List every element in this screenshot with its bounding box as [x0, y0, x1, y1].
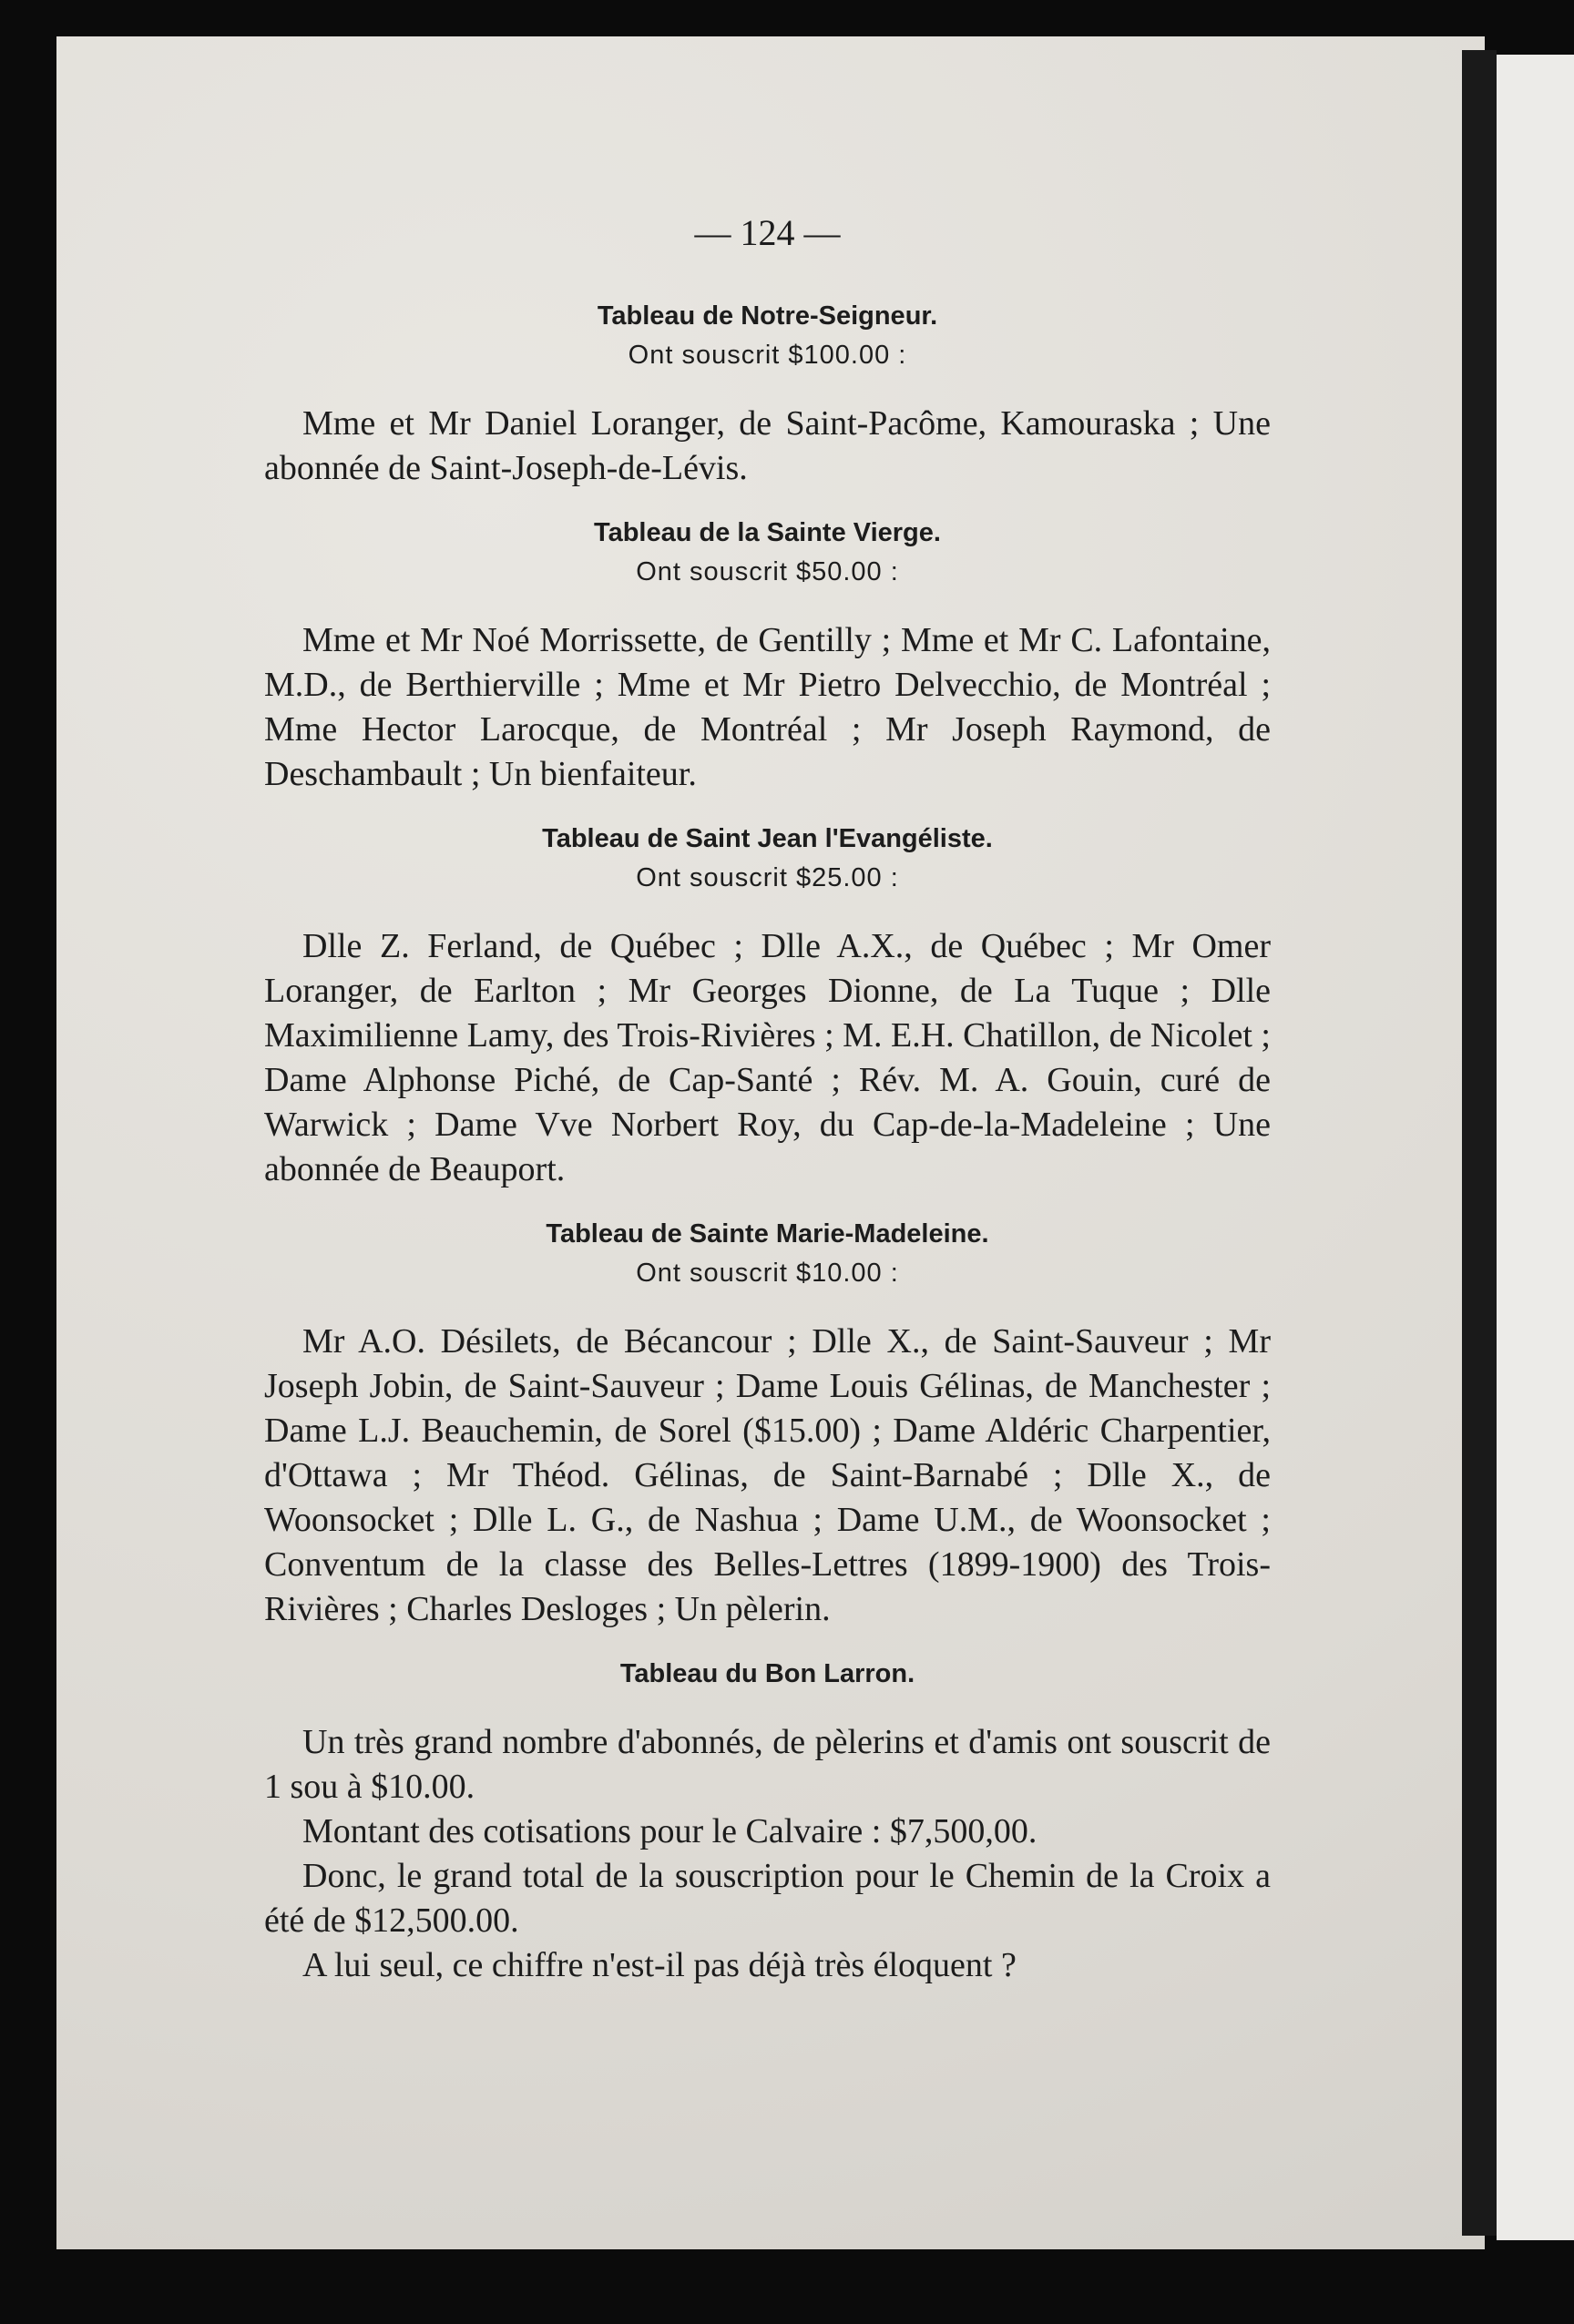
section-title: Tableau de Saint Jean l'Evangéliste.: [542, 824, 993, 853]
section-sainte-vierge: [264, 518, 1271, 797]
paragraph: A lui seul, ce chiffre n'est-il pas déjà très éloquent ?: [302, 1946, 1017, 1984]
section-bon-larron: [264, 1659, 1271, 1988]
section-names: Mme et Mr Daniel Loranger, de Saint-Pacôme, Kamouraska ; Une abonnée de Saint-Joseph-de-Lévis.: [264, 404, 1271, 487]
section-names: Mr A.O. Désilets, de Bécancour ; Dlle X., de Saint-Sauveur ; Mr Joseph Jobin, de Saint-Sauveur ; Dame Louis Gélinas, de Manchester ; Dame L.J. Beauchemin, de Sorel ($15.00) ; Dame Aldéric Charpentier, d'Ottawa ; Mr Théod. Gélinas, de Saint-Barnabé ; Dlle X., de Woonsocket ; Dlle L. G., de Nashua ; Dame U.M., de Woonsocket ; Conventum de la classe des Belles-Lettres (1899-1900) des Trois-Rivières ; Charles Desloges ; Un pèlerin.: [264, 1322, 1271, 1628]
facing-page-edge: [1497, 55, 1574, 2240]
section-amount: Ont souscrit $50.00 :: [636, 557, 899, 586]
paragraph: Donc, le grand total de la souscription pour le Chemin de la Croix a été de $12,500.00.: [264, 1857, 1271, 1940]
section-title: Tableau du Bon Larron.: [619, 1659, 915, 1688]
section-saint-jean: [264, 824, 1271, 1192]
page-content: [264, 211, 1271, 1988]
section-marie-madeleine: [264, 1219, 1271, 1632]
section-notre-seigneur: [264, 301, 1271, 491]
section-names: Mme et Mr Noé Morrissette, de Gentilly ; Mme et Mr C. Lafontaine, M.D., de Berthierville ; Mme et Mr Pietro Delvecchio, de Montréal ; Mme Hector Larocque, de Montréal ; Mr Joseph Raymond, de Deschambault ; Un bienfaiteur.: [264, 621, 1271, 793]
section-title: Tableau de Notre-Seigneur.: [597, 301, 938, 331]
section-title: Tableau de Sainte Marie-Madeleine.: [546, 1219, 989, 1249]
section-title: Tableau de la Sainte Vierge.: [594, 518, 941, 547]
section-amount: Ont souscrit $25.00 :: [636, 863, 899, 892]
paragraph: Un très grand nombre d'abonnés, de pèlerins et d'amis ont souscrit de 1 sou à $10.00.: [264, 1723, 1271, 1806]
section-names: Dlle Z. Ferland, de Québec ; Dlle A.X., de Québec ; Mr Omer Loranger, de Earlton ; Mr Georges Dionne, de La Tuque ; Dlle Maximilienne Lamy, des Trois-Rivières ; M. E.H. Chatillon, de Nicolet ; Dame Alphonse Piché, de Cap-Santé ; Rév. M. A. Gouin, curé de Warwick ; Dame Vve Norbert Roy, du Cap-de-la-Madeleine ; Une abonnée de Beauport.: [264, 927, 1271, 1188]
paragraph: Montant des cotisations pour le Calvaire : $7,500,00.: [302, 1812, 1037, 1850]
section-amount: Ont souscrit $100.00 :: [628, 341, 907, 370]
page-number: — 124 —: [694, 212, 841, 253]
book-spine: [1462, 50, 1497, 2236]
section-amount: Ont souscrit $10.00 :: [636, 1259, 899, 1288]
